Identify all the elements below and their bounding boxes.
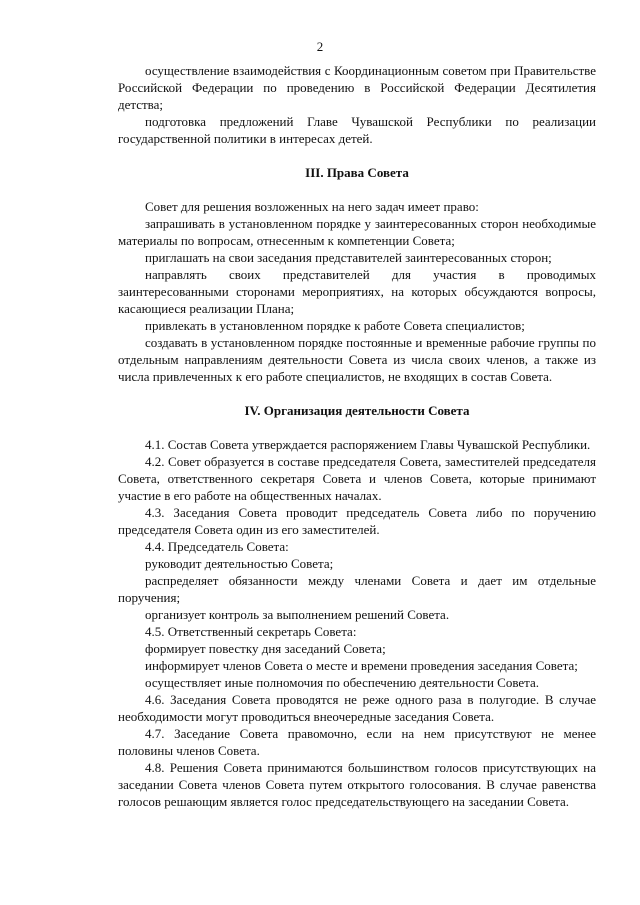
paragraph: руководит деятельностью Совета; — [145, 556, 334, 571]
page-number: 2 — [316, 39, 324, 54]
section-organization — [118, 436, 596, 810]
paragraph: осуществляет иные полномочия по обеспечению деятельности Совета. — [145, 675, 540, 690]
paragraph: 4.5. Ответственный секретарь Совета: — [145, 624, 357, 639]
document-body — [118, 62, 596, 810]
paragraph: 4.6. Заседания Совета проводятся не реже одного раза в полугодие. В случае необходимости могут проводиться внеочередные заседания Совета. — [118, 692, 596, 724]
section-heading-rights: III. Права Совета — [305, 165, 409, 180]
paragraph: 4.7. Заседание Совета правомочно, если на нем присутствуют не менее половины членов Совета. — [118, 726, 596, 758]
paragraph: формирует повестку дня заседаний Совета; — [145, 641, 386, 656]
paragraph: 4.1. Состав Совета утверждается распоряжением Главы Чувашской Республики. — [145, 437, 591, 452]
paragraph: направлять своих представителей для участия в проводимых заинтересованными сторонами мероприятиях, на которых обсуждаются вопросы, касающиеся реализации Плана; — [118, 267, 596, 316]
section-rights — [118, 198, 596, 385]
paragraph: привлекать в установленном порядке к работе Совета специалистов; — [145, 318, 525, 333]
paragraph: организует контроль за выполнением решений Совета. — [145, 607, 450, 622]
paragraph: приглашать на свои заседания представителей заинтересованных сторон; — [145, 250, 552, 265]
paragraph: 4.8. Решения Совета принимаются большинством голосов присутствующих на заседании Совета членов Совета путем открытого голосования. В случае равенства голосов решающим является голос председательствующего на заседании Совета. — [118, 760, 596, 809]
paragraph: создавать в установленном порядке постоянные и временные рабочие группы по отдельным направлениям деятельности Совета из числа своих членов, а также из числа привлеченных к его работе специалистов, не входящих в состав Совета. — [118, 335, 596, 384]
paragraph: информирует членов Совета о месте и времени проведения заседания Совета; — [145, 658, 578, 673]
paragraph: 4.2. Совет образуется в составе председателя Совета, заместителей председателя Совета, ответственного секретаря Совета и членов Совета, которые принимают участие в его работе на общественных началах. — [118, 454, 596, 503]
paragraph: 4.3. Заседания Совета проводит председатель Совета либо по поручению председателя Совета один из его заместителей. — [118, 505, 596, 537]
paragraph: Совет для решения возложенных на него задач имеет право: — [145, 199, 479, 214]
section-heading-organization: IV. Организация деятельности Совета — [244, 403, 470, 418]
paragraph: распределяет обязанности между членами Совета и дает им отдельные поручения; — [118, 573, 596, 605]
paragraph: 4.4. Председатель Совета: — [145, 539, 289, 554]
paragraph: осуществление взаимодействия с Координационным советом при Правительстве Российской Федерации по проведению в Российской Федерации Десятилетия детства; — [118, 63, 596, 112]
paragraph: подготовка предложений Главе Чувашской Республики по реализации государственной политики в интересах детей. — [118, 114, 596, 146]
paragraph: запрашивать в установленном порядке у заинтересованных сторон необходимые материалы по вопросам, отнесенным к компетенции Совета; — [118, 216, 596, 248]
